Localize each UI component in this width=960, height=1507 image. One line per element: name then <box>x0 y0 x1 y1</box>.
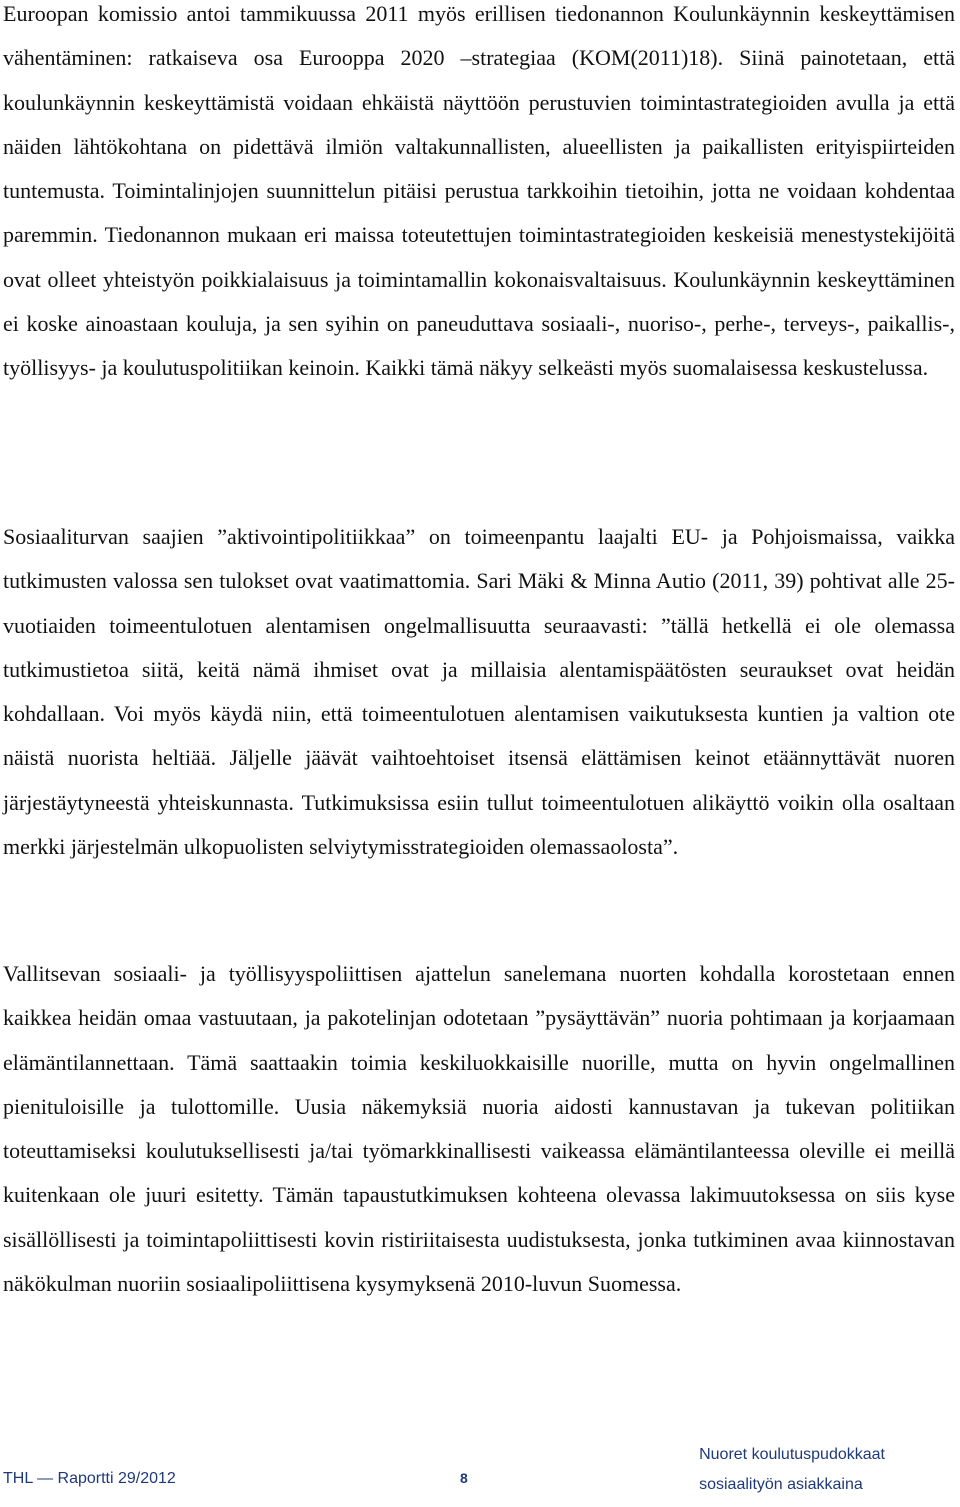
paragraph-2: Sosiaaliturvan saajien ”aktivointipolitiikkaa” on toimeenpantu laajalti EU- ja Pohjoismaissa, vaikka tutkimusten valossa sen tulokset ovat vaatimattomia. Sari Mäki & Minna Autio (2011, 39) pohtivat alle 25-vuotiaiden toimeentulotuen alentamisen ongelmallisuutta seuraavasti: ”tällä hetkellä ei ole olemassa tutkimustietoa siitä, keitä nämä ihmiset ovat ja millaisia alentamispäätösten seuraukset ovat heidän kohdallaan. Voi myös käydä niin, että toimeentulotuen alentamisen vaikutuksesta kuntien ja valtion ote näistä nuorista heltiää. Jäljelle jäävät vaihtoehtoiset itsensä elättämisen keinot etäännyttävät nuoren järjestäytyneestä yhteiskunnasta. Tutkimuksissa esiin tullut toimeentulotuen alikäyttö voikin olla osaltaan merkki järjestelmän ulkopuolisten selviytymisstrategioiden olemassaolosta”. <box>3 524 955 860</box>
paragraph-1: Euroopan komissio antoi tammikuussa 2011 myös erillisen tiedonannon Koulunkäynnin keskeyttämisen vähentäminen: ratkaiseva osa Eurooppa 2020 –strategiaa (KOM(2011)18). Siinä painotetaan, että koulunkäynnin keskeyttämistä voidaan ehkäistä näyttöön perustuvien toimintastrategioiden avulla ja että näiden lähtökohtana on pidettävä ilmiön valtakunnallisten, alueellisten ja paikallisten erityispiirteiden tuntemusta. Toimintalinjojen suunnittelun pitäisi perustua tarkkoihin tietoihin, jotta ne voidaan kohdentaa paremmin. Tiedonannon mukaan eri maissa toteutettujen toimintastrategioiden keskeisiä menestystekijöitä ovat olleet yhteistyön poikkialaisuus ja toimintamallin kokonaisvaltaisuus. Koulunkäynnin keskeyttäminen ei koske ainoastaan kouluja, ja sen syihin on paneuduttava sosiaali-, nuoriso-, perhe-, terveys-, paikallis-, työllisyys- ja koulutuspolitiikan keinoin. Kaikki tämä näkyy selkeästi myös suomalaisessa keskustelussa. <box>3 1 955 381</box>
footer-publication-title <box>699 1440 885 1500</box>
footer-page-number: 8 <box>460 1470 468 1486</box>
footer-title-line-2: sosiaalityön asiakkaina <box>699 1476 863 1493</box>
footer-report-name: THL — Raportti 29/2012 <box>3 1470 176 1487</box>
page-footer <box>0 1432 960 1507</box>
paragraph-3: Vallitsevan sosiaali- ja työllisyyspoliittisen ajattelun sanelemana nuorten kohdalla korostetaan ennen kaikkea heidän omaa vastuutaan, ja pakotelinjan odotetaan ”pysäyttävän” nuoria pohtimaan ja korjaamaan elämäntilannettaan. Tämä saattaakin toimia keskiluokkaisille nuorille, mutta on hyvin ongelmallinen pienituloisille ja tulottomille. Uusia näkemyksiä nuoria aidosti kannustavan ja tukevan politiikan toteuttamiseksi koulutuksellisesti ja/tai työmarkkinallisesti vaikeassa elämäntilanteessa oleville ei meillä kuitenkaan ole juuri esitetty. Tämän tapaustutkimuksen kohteena olevassa lakimuutoksessa on siis kyse sisällöllisesti ja toimintapoliittisesti kovin ristiriitaisesta uudistuksesta, jonka tutkiminen avaa kiinnostavan näkökulman nuoriin sosiaalipoliittisena kysymyksenä 2010-luvun Suomessa. <box>3 961 955 1297</box>
footer-title-line-1: Nuoret koulutuspudokkaat <box>699 1446 885 1463</box>
